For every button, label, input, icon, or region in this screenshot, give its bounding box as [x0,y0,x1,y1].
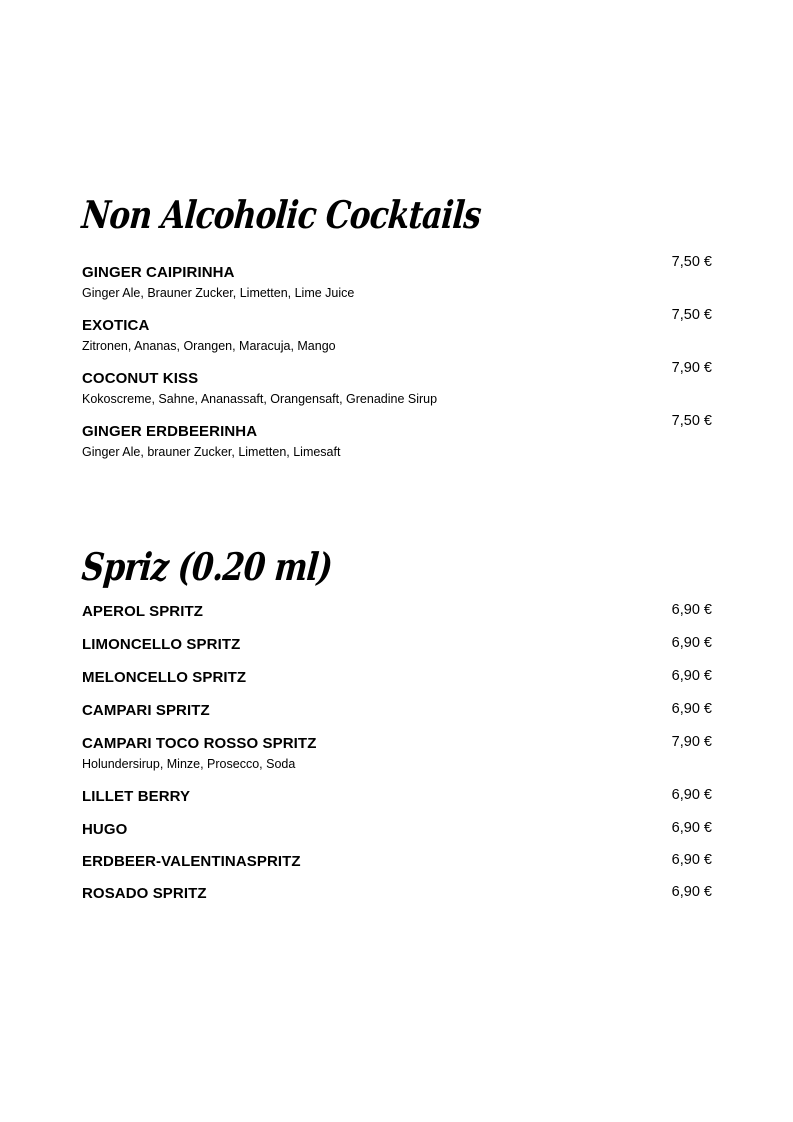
item-name: ROSADO SPRITZ [82,885,207,902]
item-price: 7,50 € [671,413,712,429]
item-price: 6,90 € [671,852,712,868]
item-description: Holundersirup, Minze, Prosecco, Soda [82,757,296,771]
item-name: MELONCELLO SPRITZ [82,669,247,686]
item-name: APEROL SPRITZ [82,603,204,620]
item-price: 7,50 € [671,307,712,323]
item-name: LILLET BERRY [82,788,191,805]
item-price: 6,90 € [671,884,712,900]
item-description: Ginger Ale, brauner Zucker, Limetten, Limesaft [82,445,341,459]
item-price: 6,90 € [671,668,712,684]
section-title-spriz: Spriz (0.20 ml) [80,544,334,589]
item-price: 6,90 € [671,635,712,651]
item-price: 7,90 € [671,360,712,376]
item-name: CAMPARI SPRITZ [82,702,210,719]
item-price: 6,90 € [671,701,712,717]
item-description: Zitronen, Ananas, Orangen, Maracuja, Mango [82,339,336,353]
item-price: 6,90 € [671,820,712,836]
item-name: EXOTICA [82,317,150,334]
item-description: Ginger Ale, Brauner Zucker, Limetten, Lime Juice [82,286,355,300]
item-name: GINGER ERDBEERINHA [82,423,258,440]
item-price: 7,50 € [671,254,712,270]
section-title-non-alcoholic: Non Alcoholic Cocktails [80,192,483,237]
item-description: Kokoscreme, Sahne, Ananassaft, Orangensaft, Grenadine Sirup [82,392,438,406]
item-name: COCONUT KISS [82,370,199,387]
item-name: CAMPARI TOCO ROSSO SPRITZ [82,735,317,752]
item-name: HUGO [82,821,128,838]
item-name: LIMONCELLO SPRITZ [82,636,241,653]
item-price: 6,90 € [671,602,712,618]
item-price: 7,90 € [671,734,712,750]
item-price: 6,90 € [671,787,712,803]
item-name: ERDBEER-VALENTINASPRITZ [82,853,301,870]
item-name: GINGER CAIPIRINHA [82,264,235,281]
